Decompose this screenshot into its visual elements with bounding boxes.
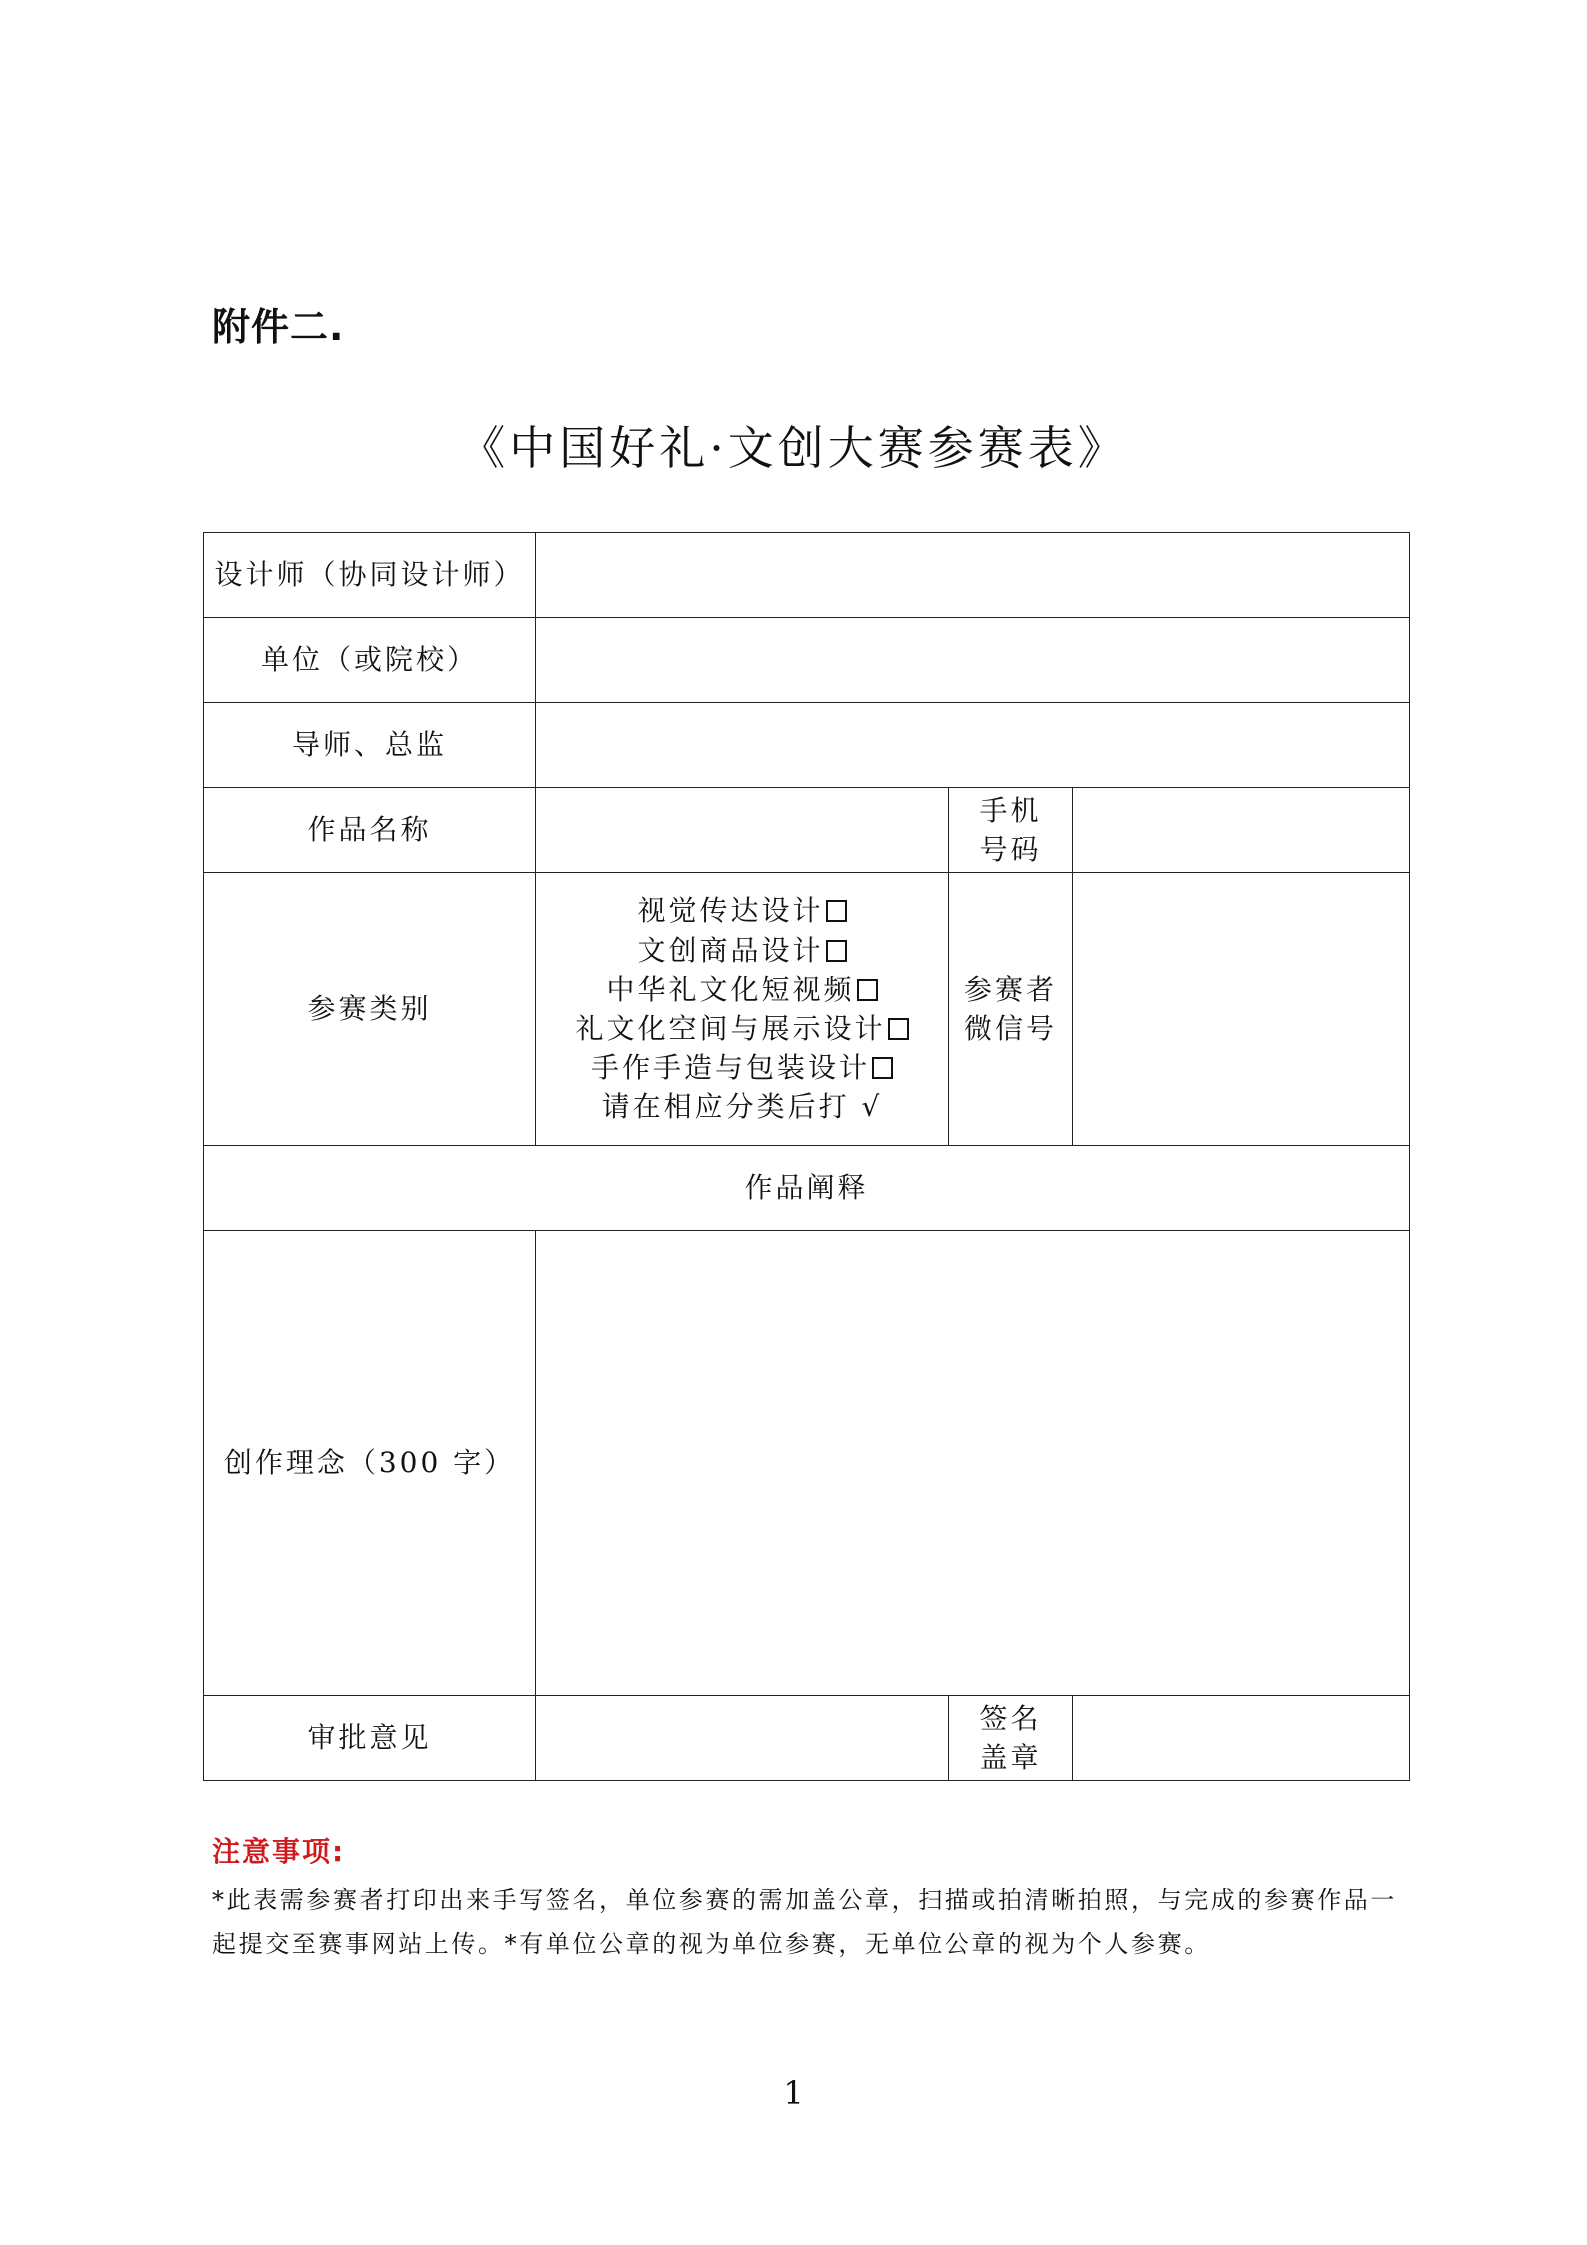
checkbox-icon[interactable] bbox=[826, 900, 847, 922]
unit-label: 单位（或院校） bbox=[204, 618, 536, 703]
notes-body: *此表需参赛者打印出来手写签名，单位参赛的需加盖公章，扫描或拍清晰拍照，与完成的参赛作品一起提交至赛事网站上传。*有单位公章的视为单位参赛，无单位公章的视为个人参赛。 bbox=[212, 1886, 1397, 1958]
category-option[interactable] bbox=[536, 970, 948, 1009]
category-option-label: 手作手造与包装设计 bbox=[590, 1051, 870, 1085]
wechat-label-line2: 微信号 bbox=[963, 1012, 1057, 1045]
sign-label-line1: 签名 bbox=[979, 1701, 1042, 1735]
category-hint: 请在相应分类后打 √ bbox=[601, 1090, 883, 1124]
registration-form-table bbox=[203, 532, 1410, 1781]
designer-row bbox=[204, 533, 1410, 618]
work-explanation-heading: 作品阐释 bbox=[204, 1146, 1410, 1231]
category-option-label: 中华礼文化短视频 bbox=[606, 972, 855, 1006]
work-explanation-row bbox=[204, 1146, 1410, 1231]
sign-label bbox=[949, 1696, 1073, 1781]
approval-label: 审批意见 bbox=[204, 1696, 536, 1781]
work-name-field[interactable] bbox=[536, 788, 949, 873]
phone-label-line2: 号码 bbox=[979, 833, 1042, 866]
category-option[interactable] bbox=[536, 931, 948, 970]
category-options bbox=[536, 873, 949, 1146]
unit-field[interactable] bbox=[536, 618, 1410, 703]
wechat-label bbox=[949, 873, 1073, 1146]
phone-label bbox=[949, 788, 1073, 873]
category-option[interactable] bbox=[536, 891, 948, 930]
category-option-label: 礼文化空间与展示设计 bbox=[575, 1012, 886, 1045]
form-title: 《中国好礼·文创大赛参赛表》 bbox=[459, 421, 1128, 475]
concept-field[interactable] bbox=[536, 1231, 1410, 1696]
wechat-label-line1: 参赛者 bbox=[963, 972, 1057, 1006]
work-name-label: 作品名称 bbox=[204, 788, 536, 873]
checkbox-icon[interactable] bbox=[872, 1057, 893, 1079]
attachment-label: 附件二. bbox=[212, 305, 345, 349]
checkbox-icon[interactable] bbox=[888, 1018, 909, 1040]
mentor-row bbox=[204, 703, 1410, 788]
sign-field[interactable] bbox=[1073, 1696, 1410, 1781]
category-label: 参赛类别 bbox=[204, 873, 536, 1146]
checkbox-icon[interactable] bbox=[857, 979, 878, 1001]
category-option[interactable] bbox=[536, 1048, 948, 1087]
category-row bbox=[204, 873, 1410, 1146]
category-option-label: 视觉传达设计 bbox=[637, 894, 824, 928]
checkbox-icon[interactable] bbox=[826, 940, 847, 962]
mentor-field[interactable] bbox=[536, 703, 1410, 788]
notes-title: 注意事项: bbox=[212, 1835, 346, 1868]
sign-label-line2: 盖章 bbox=[979, 1741, 1042, 1774]
designer-label: 设计师（协同设计师） bbox=[204, 533, 536, 618]
mentor-label: 导师、总监 bbox=[204, 703, 536, 788]
phone-field[interactable] bbox=[1073, 788, 1410, 873]
concept-label: 创作理念（300 字） bbox=[204, 1231, 536, 1696]
phone-label-line1: 手机 bbox=[979, 793, 1042, 827]
wechat-field[interactable] bbox=[1073, 873, 1410, 1146]
page-number: 1 bbox=[783, 2074, 804, 2112]
concept-row bbox=[204, 1231, 1410, 1696]
unit-row bbox=[204, 618, 1410, 703]
approval-row bbox=[204, 1696, 1410, 1781]
work-name-row bbox=[204, 788, 1410, 873]
category-option[interactable] bbox=[536, 1009, 948, 1048]
approval-field[interactable] bbox=[536, 1696, 949, 1781]
category-option-label: 文创商品设计 bbox=[637, 933, 824, 967]
designer-field[interactable] bbox=[536, 533, 1410, 618]
notes-section bbox=[212, 1830, 1412, 1966]
